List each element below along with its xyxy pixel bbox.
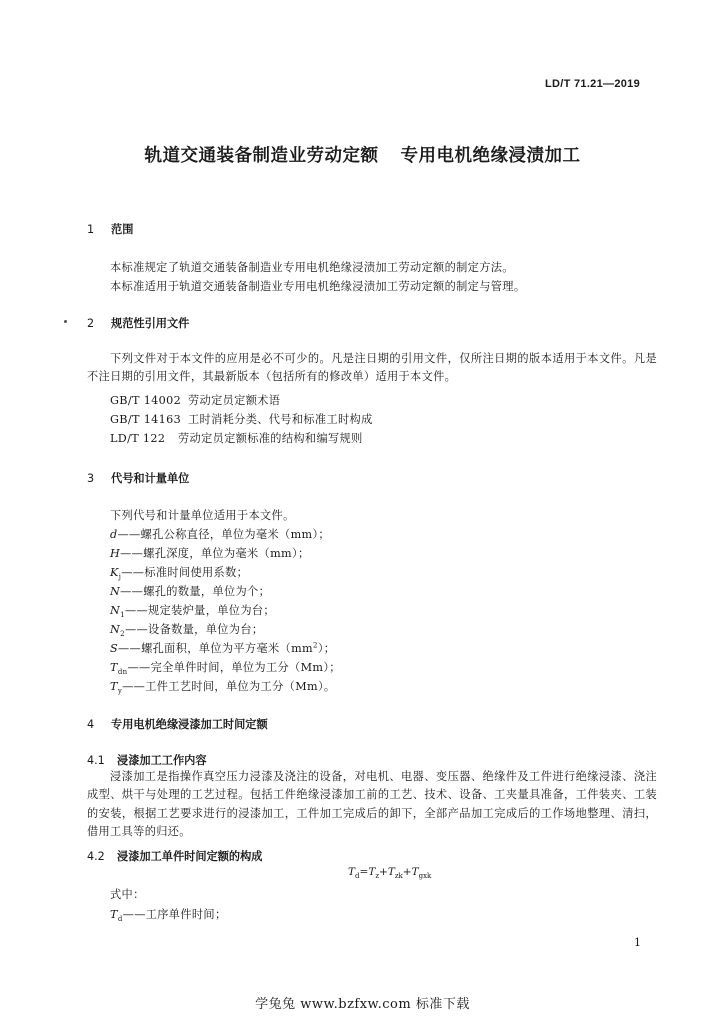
title-part-2: 专用电机绝缘浸渍加工 — [400, 146, 581, 166]
section-number: 4.2 — [87, 850, 105, 863]
section-title: 浸漆加工工作内容 — [117, 754, 207, 767]
reference-name: 劳动定员定额标准的结构和编写规则 — [178, 432, 363, 445]
section-1-paragraph-2: 本标准适用于轨道交通装备制造业专用电机绝缘浸渍加工劳动定额的制定与管理。 — [110, 280, 526, 293]
section-number: 3 — [87, 472, 95, 485]
where-label: 式中： — [110, 888, 145, 901]
page-number: 1 — [634, 936, 641, 949]
symbol-description: ——螺孔的数量，单位为个； — [120, 585, 271, 598]
reference-name: 工时消耗分类、代号和标准工时构成 — [188, 413, 373, 426]
section-2-heading — [87, 315, 189, 331]
section-4-heading — [87, 716, 268, 732]
symbol-description: ——工序单件时间； — [122, 908, 227, 921]
reference-code: LD/T 122 — [110, 432, 166, 445]
section-title: 浸漆加工单件时间定额的构成 — [117, 850, 263, 863]
margin-mark — [64, 320, 67, 323]
symbol-definition — [110, 640, 335, 656]
formula: $T_d=T_z+T_{zk}+T_{gxk}$ — [348, 866, 432, 881]
symbol: $K_j$ — [110, 566, 122, 582]
symbol-description: ——设备数量，单位为台； — [124, 623, 264, 636]
section-4-2-heading — [87, 848, 262, 864]
section-3-heading — [87, 470, 189, 486]
footer-watermark: 学兔兔 www.bzfxw.com 标准下载 — [255, 997, 470, 1012]
symbol-definition — [110, 526, 330, 542]
symbol: $T_d$ — [110, 908, 123, 924]
symbol-description-end: ）； — [317, 642, 336, 655]
reference-code: GB/T 14163 — [110, 413, 182, 426]
section-3-intro: 下列代号和计量单位适用于本文件。 — [110, 509, 295, 522]
section-title: 专用电机绝缘浸漆加工时间定额 — [111, 718, 268, 731]
symbol-definition — [110, 678, 335, 695]
document-title — [0, 142, 725, 167]
section-number: 1 — [87, 223, 95, 236]
reference-item — [110, 430, 363, 446]
symbol-description: ——工件工艺时间，单位为工分（Mm）。 — [122, 680, 336, 693]
symbol-definition — [110, 583, 270, 599]
symbol-definition — [110, 621, 263, 638]
symbol: N — [110, 585, 121, 598]
superscript: 2 — [313, 641, 318, 650]
symbol-definition — [110, 906, 227, 923]
reference-code: GB/T 14002 — [110, 394, 182, 407]
reference-name: 劳动定员定额术语 — [188, 394, 281, 407]
symbol-description: ——螺孔面积，单位为平方毫米（mm — [118, 642, 313, 655]
symbol-description: ——标准时间使用系数； — [121, 566, 249, 579]
title-part-1: 轨道交通装备制造业劳动定额 — [144, 146, 379, 166]
reference-item — [110, 392, 280, 408]
section-4-1-text: 浸漆加工是指操作真空压力浸漆及浇注的设备，对电机、电器、变压器、绝缘件及工件进行绝缘浸漆、浇注成型、烘干与处理的工艺过程。包括工件绝缘浸漆加工前的工艺、技术、设备、工夹量具准备，工件装夹、工装的安装，根据工艺要求进行的浸漆加工，工件加工完成后的卸下，全部产品加工完成后的工作场地整理、清扫，借用工具等的归还。 — [87, 770, 657, 839]
symbol: $T_{dn}$ — [110, 661, 128, 677]
symbol-definition — [110, 545, 310, 561]
section-title: 代号和计量单位 — [111, 472, 190, 485]
section-title: 范围 — [111, 223, 134, 236]
section-number: 4 — [87, 718, 95, 731]
section-2-intro: 下列文件对于本文件的应用是必不可少的。凡是注日期的引用文件，仅所注日期的版本适用于本文件。凡是不注日期的引用文件，其最新版本（包括所有的修改单）适用于本文件。 — [87, 352, 657, 384]
symbol-definition — [110, 602, 275, 619]
symbol-description: ——螺孔深度，单位为毫米（mm）； — [120, 547, 310, 560]
symbol: $T_y$ — [110, 680, 123, 696]
symbol-definition — [110, 564, 248, 581]
symbol: d — [110, 528, 118, 541]
section-1-paragraph-1: 本标准规定了轨道交通装备制造业专用电机绝缘浸渍加工劳动定额的制定方法。 — [110, 261, 514, 274]
symbol: H — [110, 547, 121, 560]
symbol-description: ——完全单件时间，单位为工分（Mm）； — [127, 661, 341, 674]
section-title: 规范性引用文件 — [111, 317, 190, 330]
standard-code: LD/T 71.21—2019 — [545, 78, 640, 90]
symbol: $N_2$ — [110, 623, 125, 639]
section-1-heading — [87, 221, 133, 237]
symbol-definition — [110, 659, 341, 676]
symbol: $N_1$ — [110, 604, 125, 620]
symbol-description: ——螺孔公称直径，单位为毫米（mm）； — [117, 528, 330, 541]
symbol: S — [110, 642, 119, 655]
symbol-description: ——规定装炉量，单位为台； — [124, 604, 275, 617]
reference-item — [110, 411, 373, 427]
section-number: 2 — [87, 317, 95, 330]
section-4-1-heading — [87, 752, 207, 768]
section-number: 4.1 — [87, 754, 105, 767]
